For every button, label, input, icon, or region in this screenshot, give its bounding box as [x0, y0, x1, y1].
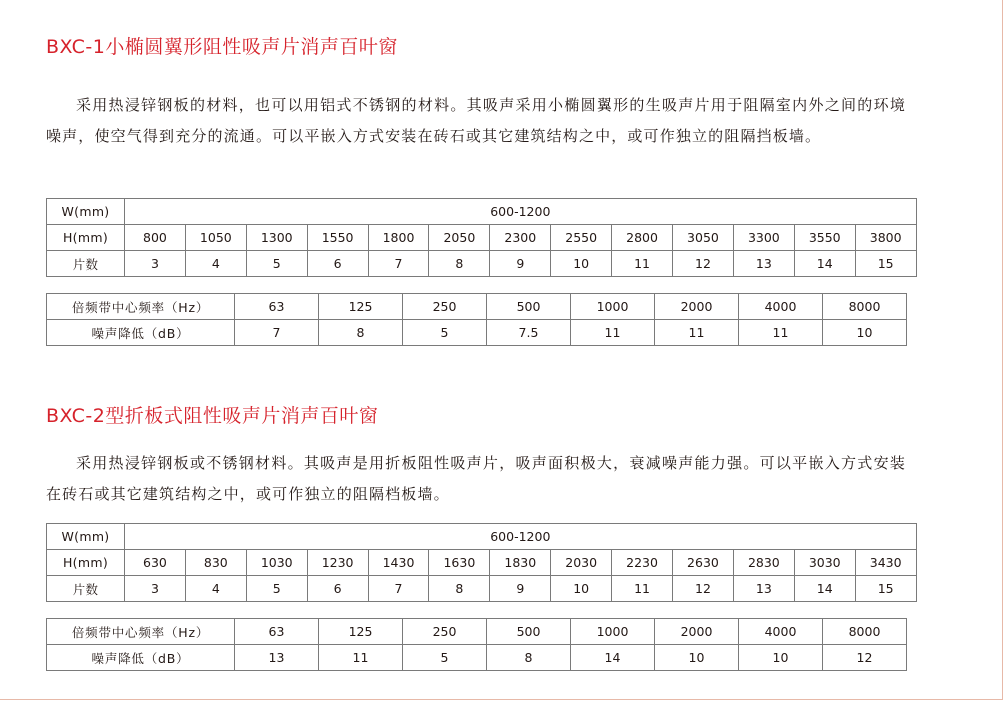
blade-count-row — [47, 251, 917, 277]
noise-reduction-cell: 11 — [655, 320, 739, 346]
height-cell: 1300 — [246, 225, 307, 251]
blade-count-cell: 14 — [794, 576, 855, 602]
noise-reduction-cell: 13 — [235, 645, 319, 671]
blade-count-cell: 4 — [185, 251, 246, 277]
size-table — [46, 523, 917, 602]
frequency-row — [47, 619, 907, 645]
height-cell: 2800 — [612, 225, 673, 251]
height-cell: 1230 — [307, 550, 368, 576]
height-label: H(mm) — [47, 550, 125, 576]
frequency-cell: 63 — [235, 619, 319, 645]
blade-count-cell: 7 — [368, 251, 429, 277]
noise-reduction-cell: 10 — [739, 645, 823, 671]
height-cell: 1800 — [368, 225, 429, 251]
noise-reduction-cell: 8 — [487, 645, 571, 671]
width-value: 600-1200 — [125, 524, 917, 550]
blade-count-cell: 5 — [246, 251, 307, 277]
height-cell: 2300 — [490, 225, 551, 251]
noise-reduction-row — [47, 645, 907, 671]
blade-count-cell: 7 — [368, 576, 429, 602]
noise-reduction-cell: 12 — [823, 645, 907, 671]
height-cell: 800 — [125, 225, 186, 251]
height-cell: 2230 — [612, 550, 673, 576]
width-label: W(mm) — [47, 199, 125, 225]
blade-count-cell: 9 — [490, 576, 551, 602]
noise-reduction-cell: 8 — [319, 320, 403, 346]
noise-reduction-cell: 7 — [235, 320, 319, 346]
height-cell: 3430 — [855, 550, 916, 576]
width-value: 600-1200 — [125, 199, 917, 225]
blade-count-cell: 3 — [125, 576, 186, 602]
noise-reduction-cell: 5 — [403, 320, 487, 346]
height-cell: 3550 — [794, 225, 855, 251]
noise-reduction-cell: 11 — [571, 320, 655, 346]
blade-count-cell: 5 — [246, 576, 307, 602]
blade-count-cell: 4 — [185, 576, 246, 602]
blade-count-cell: 8 — [429, 251, 490, 277]
frequency-cell: 125 — [319, 619, 403, 645]
blade-count-cell: 15 — [855, 576, 916, 602]
width-label: W(mm) — [47, 524, 125, 550]
height-cell: 1030 — [246, 550, 307, 576]
height-cell: 3800 — [855, 225, 916, 251]
frequency-cell: 8000 — [823, 619, 907, 645]
height-cell: 3050 — [673, 225, 734, 251]
product-section-bxc-1 — [46, 35, 906, 341]
noise-reduction-cell: 11 — [739, 320, 823, 346]
height-cell: 3030 — [794, 550, 855, 576]
blade-count-cell: 11 — [612, 576, 673, 602]
noise-reduction-cell: 7.5 — [487, 320, 571, 346]
blade-count-cell: 8 — [429, 576, 490, 602]
blade-count-label: 片数 — [47, 576, 125, 602]
height-cell: 3300 — [733, 225, 794, 251]
product-description: 采用热浸锌钢板或不锈钢材料。其吸声是用折板阻性吸声片，吸声面积极大，衰减噪声能力强。可以平嵌入方式安装在砖石或其它建筑结构之中，或可作独立的阻隔档板墙。 — [46, 454, 906, 503]
blade-count-label: 片数 — [47, 251, 125, 277]
height-row — [47, 550, 917, 576]
noise-reduction-cell: 11 — [319, 645, 403, 671]
frequency-label: 倍频带中心频率（Hz） — [47, 294, 235, 320]
width-row — [47, 199, 917, 225]
noise-reduction-label: 噪声降低（dB） — [47, 320, 235, 346]
noise-reduction-cell: 10 — [655, 645, 739, 671]
frequency-cell: 1000 — [571, 619, 655, 645]
blade-count-cell: 3 — [125, 251, 186, 277]
frequency-cell: 4000 — [739, 619, 823, 645]
product-section-bxc-2 — [46, 404, 906, 666]
height-cell: 1050 — [185, 225, 246, 251]
noise-reduction-table — [46, 293, 907, 346]
frequency-cell: 1000 — [571, 294, 655, 320]
frequency-cell: 2000 — [655, 294, 739, 320]
blade-count-cell: 13 — [733, 251, 794, 277]
blade-count-cell: 9 — [490, 251, 551, 277]
blade-count-cell: 12 — [673, 576, 734, 602]
height-cell: 2830 — [733, 550, 794, 576]
noise-reduction-table — [46, 618, 907, 671]
blade-count-cell: 15 — [855, 251, 916, 277]
frequency-row — [47, 294, 907, 320]
noise-reduction-label: 噪声降低（dB） — [47, 645, 235, 671]
height-cell: 2550 — [551, 225, 612, 251]
width-row — [47, 524, 917, 550]
product-description: 采用热浸锌钢板的材料，也可以用铝式不锈钢的材料。其吸声采用小椭圆翼形的生吸声片用于阻隔室内外之间的环境噪声，使空气得到充分的流通。可以平嵌入方式安装在砖石或其它建筑结构之中，或可作独立的阻隔挡板墙。 — [46, 96, 906, 145]
height-cell: 1550 — [307, 225, 368, 251]
height-cell: 2630 — [673, 550, 734, 576]
blade-count-row — [47, 576, 917, 602]
blade-count-cell: 6 — [307, 576, 368, 602]
noise-reduction-cell: 10 — [823, 320, 907, 346]
frequency-cell: 2000 — [655, 619, 739, 645]
blade-count-cell: 13 — [733, 576, 794, 602]
frequency-cell: 8000 — [823, 294, 907, 320]
height-cell: 1630 — [429, 550, 490, 576]
section-title: BXC-2型折板式阻性吸声片消声百叶窗 — [46, 405, 379, 427]
blade-count-cell: 10 — [551, 576, 612, 602]
height-cell: 2050 — [429, 225, 490, 251]
height-cell: 1830 — [490, 550, 551, 576]
blade-count-cell: 10 — [551, 251, 612, 277]
blade-count-cell: 6 — [307, 251, 368, 277]
noise-reduction-cell: 5 — [403, 645, 487, 671]
frequency-cell: 500 — [487, 294, 571, 320]
blade-count-cell: 14 — [794, 251, 855, 277]
section-title: BXC-1小椭圆翼形阻性吸声片消声百叶窗 — [46, 36, 398, 58]
blade-count-cell: 12 — [673, 251, 734, 277]
frequency-label: 倍频带中心频率（Hz） — [47, 619, 235, 645]
frequency-cell: 4000 — [739, 294, 823, 320]
height-cell: 630 — [125, 550, 186, 576]
frequency-cell: 125 — [319, 294, 403, 320]
noise-reduction-cell: 14 — [571, 645, 655, 671]
height-cell: 1430 — [368, 550, 429, 576]
blade-count-cell: 11 — [612, 251, 673, 277]
frequency-cell: 500 — [487, 619, 571, 645]
frequency-cell: 63 — [235, 294, 319, 320]
size-table — [46, 198, 917, 277]
frequency-cell: 250 — [403, 619, 487, 645]
noise-reduction-row — [47, 320, 907, 346]
height-row — [47, 225, 917, 251]
height-cell: 830 — [185, 550, 246, 576]
frequency-cell: 250 — [403, 294, 487, 320]
height-cell: 2030 — [551, 550, 612, 576]
height-label: H(mm) — [47, 225, 125, 251]
